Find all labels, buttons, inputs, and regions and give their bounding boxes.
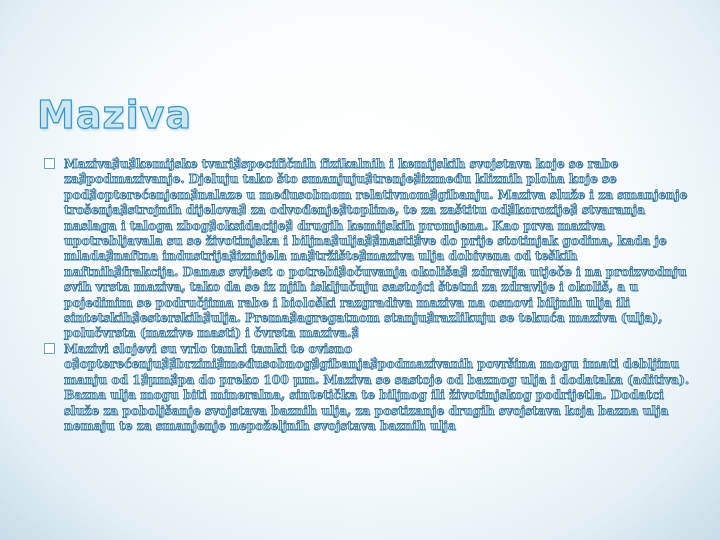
bullet-text: Maziva∄u∄kemijske tvari∄specifičnih fizikalnih i kemijskih svojstava koje se rabe za∄podmazivanje. Djeluju tako što smanjuju∄trenje∄između kliznih ploha koje se pod∄opterećenjem∄nalaze u međusobnom relativnom∄gibanju. Maziva služe i za smanjenje trošenja∄strojnih dijelova∄ za odvođenje∄topline, te za zaštitu od∄korozije∄ stvaranja naslaga i taloga zbog∄oksidacije∄ drugih kemijskih promjena. Kao prva maziva upotrebljavala su se životinjska i biljna∄ulja∄∄nasti∄ve do prije stotinjak godina, kada je mlada∄naftna industrija∄iznijela na∄tržište∄maziva ulja dobivena od teških naftnih∄frakcija. Danas svijest o potrebi∄očuvanja okoliša∄ zdravlja utječe i na proizvodnju svih vrsta maziva, tako da se iz njih isključuju sastojci štetni za zdravlje i okoliš, a u pojedinim se područjima rabe i biološki razgradiva maziva na osnovi biljnih ulja ili sintetskih∄esterskih∄ulja. Prema∄agregatnom stanju∄razlikuju se tekuća maziva (ulja), polučvrsta (mazive masti) i čvrsta maziva.∄ xyxy=(64,156,688,341)
slide-content xyxy=(44,156,690,433)
checkbox-icon xyxy=(44,343,55,354)
checkbox-icon xyxy=(44,158,55,169)
bullet-item-1 xyxy=(44,156,690,341)
bullet-text: Mazivi slojevi su vrlo tanki tanki te ovisno o∄opterećenju∄∄brzini∄međusobnog∄gibanja∄podmazivanih površina mogu imati debljinu manju od 1∄μm∄pa do preko 100 μm. Maziva se sastoje od baznog ulja i dodataka (aditiva). Bazna ulja mogu biti mineralna, sintetička te biljnog ili životinjskog podrijetla. Dodatci služe za poboljšanje svojstava baznih ulja, za postizanje drugih svojstava koja bazna ulja nemaju te za smanjenje nepoželjnih svojstava baznih ulja xyxy=(64,340,690,433)
bullet-item-2 xyxy=(44,341,690,433)
slide-title: Maziva xyxy=(37,93,193,137)
